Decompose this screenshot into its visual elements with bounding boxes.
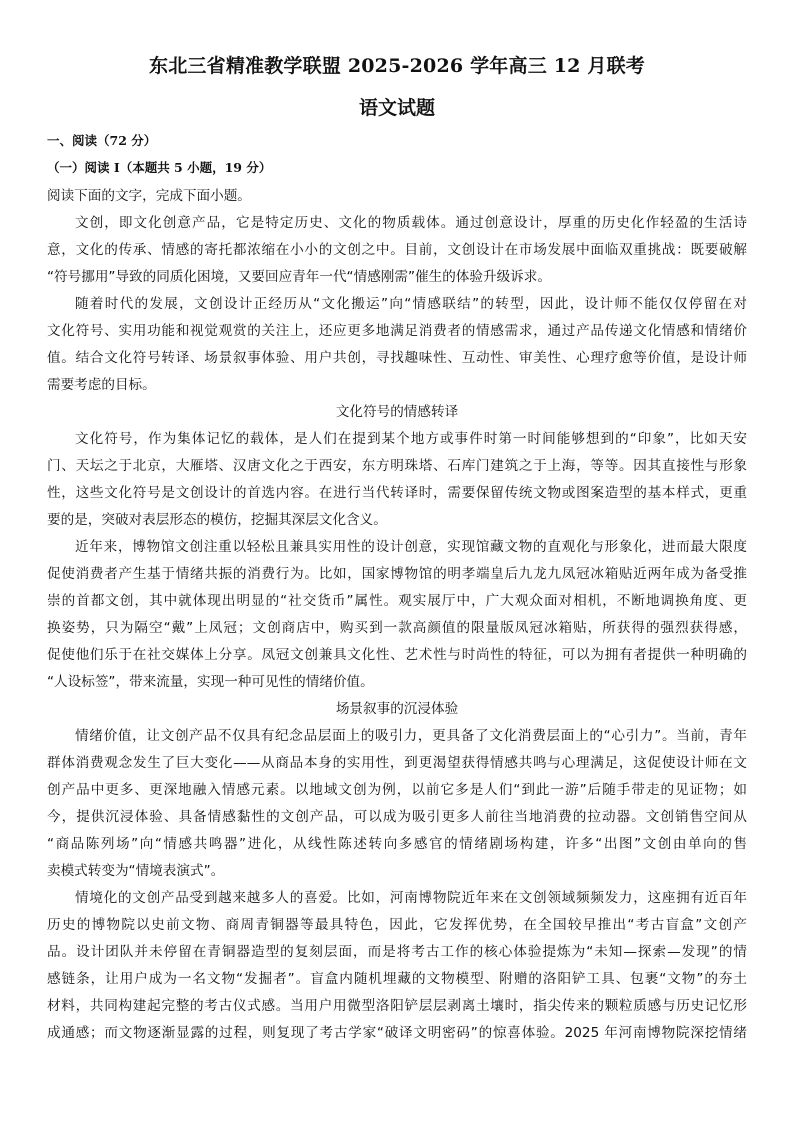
- passage-subheading: 场景叙事的沉浸体验: [335, 701, 459, 717]
- passage-line: 今，提供沉浸体验、具备情感黏性的文创产品，可以成为吸引更多人前往当地消费的拉动器。文创销售空间从: [47, 809, 747, 825]
- passage-line: 文化符号、实用功能和视觉观赏的关注上，还应更多地满足消费者的情感需求，通过产品传递文化情感和情绪价: [47, 323, 747, 339]
- passage-line: “符号挪用”导致的同质化困境，又要回应青年一代“情感刚需”催生的体验升级诉求。: [47, 269, 551, 285]
- passage-line: 换姿势，只为隔空“戴”上凤冠；文创商店中，购买到一款高颜值的限量版凤冠冰箱贴，所获得的强烈获得感，: [47, 620, 747, 636]
- passage-line: 门、天坛之于北京，大雁塔、汉唐文化之于西安，东方明珠塔、石库门建筑之于上海，等等。因其直接性与形象: [47, 458, 747, 474]
- passage-line: 历史的博物院以史前文物、商周青铜器等最具特色，因此，它发挥优势，在全国较早推出“考古盲盒”文创产: [47, 917, 747, 933]
- passage-line: 崇的首都文创，其中就体现出明显的“社交货币”属性。观实展厅中，广大观众面对相机，不断地调换角度、更: [47, 593, 747, 609]
- passage-line: 文化符号，作为集体记忆的载体，是人们在提到某个地方或事件时第一时间能够想到的“印象”，比如天安: [75, 431, 747, 447]
- passage-subheading: 文化符号的情感转译: [335, 404, 459, 420]
- passage-line: 情境化的文创产品受到越来越多人的喜爱。比如，河南博物院近年来在文创领域频频发力，这座拥有近百年: [75, 890, 747, 906]
- passage-line: 材料，共同构建起完整的考古仪式感。当用户用微型洛阳铲层层剥离土壤时，指尖传来的颗粒质感与历史记忆形: [47, 998, 747, 1014]
- passage-line: 品。设计团队并未停留在青铜器造型的复刻层面，而是将考古工作的核心体验提炼为“未知—探索—发现”的情: [47, 944, 747, 960]
- section-heading-reading: 一、阅读（72 分）: [47, 133, 157, 148]
- passage-line: 卖模式转变为“情境表演式”。: [47, 863, 225, 879]
- passage-line: 性，这些文化符号是文创设计的首选内容。在进行当代转译时，需要保留传统文物或图案造型的基本样式，更重: [47, 485, 747, 501]
- exam-subject-title: 语文试题: [358, 97, 435, 119]
- passage-line: 创产品中更多、更深地融入情感元素。以地域文创为例，以前它多是人们“到此一游”后随手带走的见证物；如: [47, 782, 747, 798]
- exam-title: 东北三省精准教学联盟 2025-2026 学年高三 12 月联考: [149, 55, 645, 77]
- passage-line: “商品陈列场”向“情感共鸣器”进化，从线性陈述转向多感官的情绪剧场构建，许多“出图”文创由单向的售: [47, 836, 747, 852]
- passage-line: 群体消费观念发生了巨大变化——从商品本身的实用性，到更渴望获得情感共鸣与心理满足，这促使设计师在文: [47, 755, 747, 771]
- section-subheading-reading-1: （一）阅读 I（本题共 5 小题，19 分）: [47, 160, 272, 175]
- passage-line: 随着时代的发展，文创设计正经历从“文化搬运”向“情感联结”的转型，因此，设计师不能仅仅停留在对: [75, 296, 747, 312]
- passage-line: 值。结合文化符号转译、场景叙事体验、用户共创，寻找趣味性、互动性、审美性、心理疗愈等价值，是设计师: [47, 350, 747, 366]
- passage-line: 促使消费者产生基于情绪共振的消费行为。比如，国家博物馆的明孝端皇后九龙九凤冠冰箱贴近两年成为备受推: [47, 566, 747, 582]
- passage-line: 情绪价值，让文创产品不仅具有纪念品层面上的吸引力，更具备了文化消费层面上的“心引力”。当前，青年: [75, 728, 747, 744]
- passage-line: 需要考虑的目标。: [47, 377, 156, 393]
- instruction-line: 阅读下面的文字，完成下面小题。: [47, 188, 251, 204]
- passage-line: 意，文化的传承、情感的寄托都浓缩在小小的文创之中。目前，文创设计在市场发展中面临双重挑战：既要破解: [47, 242, 747, 258]
- passage-line: 近年来，博物馆文创注重以轻松且兼具实用性的设计创意，实现馆藏文物的直观化与形象化，进而最大限度: [75, 539, 747, 555]
- passage-line: 成通感；而文物逐渐显露的过程，则复现了考古学家“破译文明密码”的惊喜体验。2025 年河南博物院深挖情绪: [47, 1025, 747, 1041]
- passage-line: 促使他们乐于在社交媒体上分享。凤冠文创兼具文化性、艺术性与时尚性的特征，可以为拥有者提供一种明确的: [47, 647, 747, 663]
- passage-line: 感链条，让用户成为一名文物“发掘者”。盲盒内随机埋藏的文物模型、附赠的洛阳铲工具、包裹“文物”的夯土: [47, 971, 747, 987]
- passage-line: 要的是，突破对表层形态的模仿，挖掘其深层文化含义。: [47, 512, 387, 528]
- passage-line: “人设标签”，带来流量，实现一种可见性的情绪价值。: [47, 674, 374, 690]
- passage-line: 文创，即文化创意产品，它是特定历史、文化的物质载体。通过创意设计，厚重的历史化作轻盈的生活诗: [75, 215, 747, 231]
- passage-body: [47, 183, 747, 1047]
